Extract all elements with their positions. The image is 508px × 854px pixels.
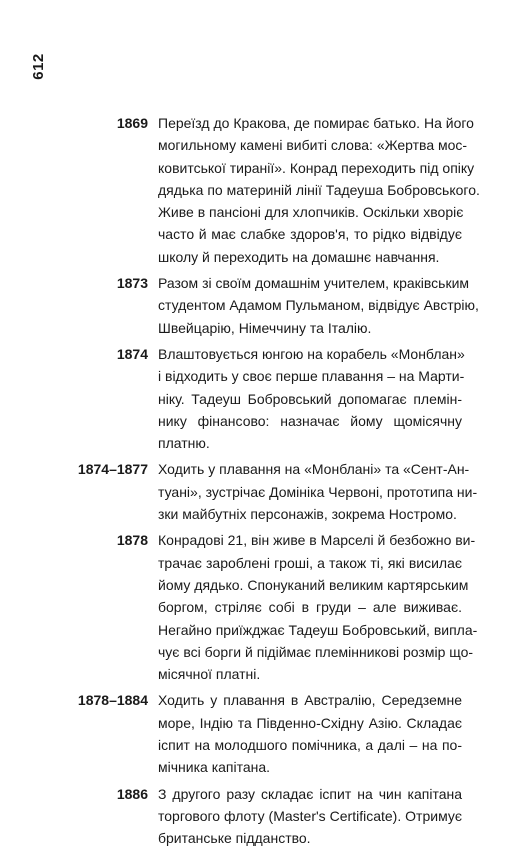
entry-text (158, 783, 462, 850)
entry-text (158, 529, 478, 685)
entry-text-line: торгового флоту (Master's Certificate). Отримує (158, 807, 462, 824)
page-number (28, 36, 48, 96)
chronology-entry (0, 343, 508, 454)
entry-text-line: Влаштовується юнгою на корабель «Монблан» (158, 345, 465, 362)
entry-text-line: іспит на молодшого помічника, а далі – на по- (158, 737, 462, 754)
entry-text-line: трачає зароблені гроші, а також ті, які висилає (158, 554, 462, 571)
entry-text-line: чує всі борги й підіймає племінникові розмір що- (158, 643, 474, 660)
entry-text-line: море, Індію та Південно-Східну Азію. Складає (158, 714, 462, 731)
chronology-entry (0, 529, 508, 685)
entry-text-line: місячної платні. (158, 666, 261, 683)
chronology-entry (0, 272, 508, 339)
entry-text (158, 458, 478, 525)
entry-year: 1873 (116, 275, 148, 292)
entry-text-line: ковитської тиранії». Конрад переходить під опіку (158, 159, 475, 176)
page-number-text: 612 (29, 52, 47, 80)
entry-text-line: Швейцарію, Німеччину та Італію. (158, 319, 372, 336)
chronology-entry (0, 112, 508, 268)
entry-text-line: Конрадові 21, він живе в Марселі й безбожно ви- (158, 532, 476, 549)
entry-text-line: і відходить у своє перше плавання – на Марти- (158, 368, 465, 385)
entry-year: 1878 (116, 532, 148, 549)
entry-text (158, 689, 462, 778)
entry-text-line: йому дядько. Спонуканий великим картярським (158, 576, 469, 593)
entry-text-line: З другого разу складає іспит на чин капітана (158, 785, 462, 802)
chronology-entry (0, 458, 508, 525)
entry-text-line: могильному камені вибиті слова: «Жертва мос- (158, 137, 468, 154)
entry-year: 1874 (116, 345, 148, 362)
entry-year: 1886 (116, 785, 148, 802)
entry-text-line: дядька по материній лінії Тадеуша Бобровського. (158, 181, 480, 198)
entry-text-line: туані», зустрічає Домініка Червоні, прототипа ни- (158, 483, 478, 500)
entry-text-line: платню. (158, 435, 210, 452)
entry-text-line: студентом Адамом Пульманом, відвідує Австрію, (158, 297, 479, 314)
entry-text (158, 343, 465, 454)
entry-text-line: зки майбутніх персонажів, зокрема Ностромо. (158, 506, 457, 523)
entry-text-line: мічника капітана. (158, 759, 271, 776)
chronology-entry (0, 689, 508, 778)
entry-text-line: нику фінансово: назначає йому щомісячну (158, 412, 462, 429)
entry-text (158, 112, 480, 268)
entry-text-line: Ходить у плавання в Австралію, Середземне (158, 692, 462, 709)
entry-text-line: британське підданство. (158, 830, 311, 847)
entry-text-line: Переїзд до Кракова, де помирає батько. На його (158, 115, 474, 131)
entry-text-line: школу й переходить на домашнє навчання. (158, 248, 440, 265)
entry-text-line: Ходить у плавання на «Монблані» та «Сент-Ан- (158, 461, 470, 478)
entry-text-line: Живе в пансіоні для хлопчиків. Оскільки хворіє (158, 204, 464, 221)
entry-year: 1869 (116, 115, 148, 131)
entry-text-line: часто й має слабке здоров'я, то рідко відвідує (158, 226, 462, 243)
chronology-entry (0, 783, 508, 850)
entry-text (158, 272, 479, 339)
entry-text-line: боргом, стріляє собі в груди – але виживає. (158, 599, 462, 616)
entry-text-line: Негайно приїжджає Тадеуш Бобровський, випла- (158, 621, 478, 638)
entry-year: 1874–1877 (77, 461, 148, 478)
entry-year: 1878–1884 (77, 692, 148, 709)
entry-text-line: Разом зі своїм домашнім учителем, краківським (158, 275, 470, 292)
entry-text-line: ніку. Тадеуш Бобровський допомагає племін- (158, 390, 462, 407)
chronology-list (0, 112, 508, 854)
